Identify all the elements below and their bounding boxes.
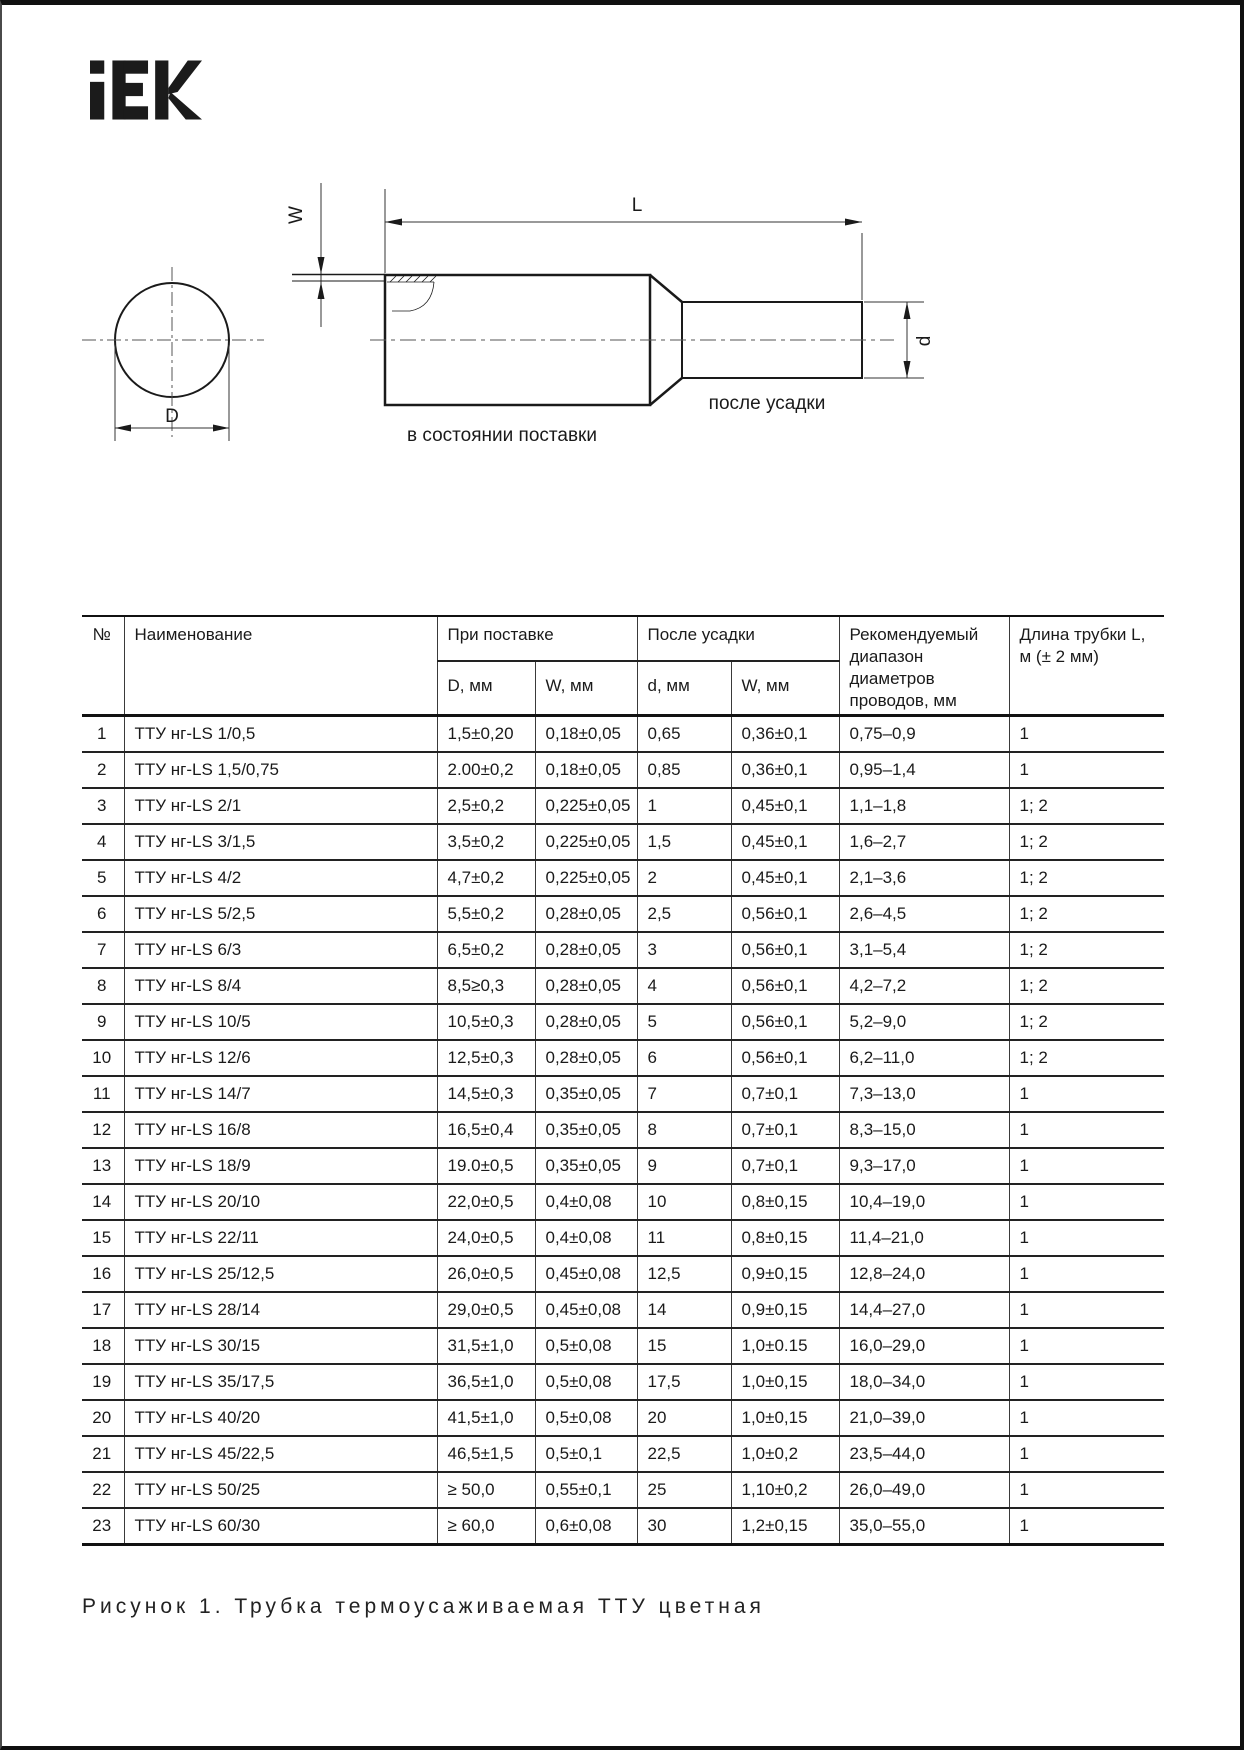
table-cell: ТТУ нг-LS 28/14 [124,1292,437,1328]
table-cell: 5 [82,860,124,896]
taper-bottom-line [650,378,682,405]
subheader-d-mm: d, мм [637,661,731,715]
dimension-label-small-d: d [914,335,935,347]
table-cell: ТТУ нг-LS 3/1,5 [124,824,437,860]
table-cell: 0,56±0,1 [731,1040,839,1076]
table-cell: 1,2±0,15 [731,1508,839,1545]
table-cell: 0,6±0,08 [535,1508,637,1545]
table-cell: 1,5±0,20 [437,716,535,753]
table-cell: 13 [82,1148,124,1184]
table-cell: 1; 2 [1009,1004,1164,1040]
table-cell: 3,5±0,2 [437,824,535,860]
l-arrow-right [845,219,862,226]
table-row [82,1472,1164,1508]
table-cell: ТТУ нг-LS 22/11 [124,1220,437,1256]
table-cell: 1; 2 [1009,932,1164,968]
table-cell: 0,5±0,08 [535,1328,637,1364]
header-tube-length: Длина трубки L, м (± 2 мм) [1009,616,1164,716]
table-row [82,1508,1164,1545]
table-cell: ТТУ нг-LS 6/3 [124,932,437,968]
table-cell: ТТУ нг-LS 45/22,5 [124,1436,437,1472]
table-cell: 8,3–15,0 [839,1112,1009,1148]
table-cell: 17,5 [637,1364,731,1400]
table-cell: 0,28±0,05 [535,968,637,1004]
table-cell: ТТУ нг-LS 50/25 [124,1472,437,1508]
table-cell: ТТУ нг-LS 16/8 [124,1112,437,1148]
table-row [82,824,1164,860]
table-body [82,716,1164,1545]
table-cell: ТТУ нг-LS 10/5 [124,1004,437,1040]
table-cell: 1; 2 [1009,896,1164,932]
table-row [82,788,1164,824]
table-cell: 22,5 [637,1436,731,1472]
table-cell: 16,0–29,0 [839,1328,1009,1364]
table-cell: 16,5±0,4 [437,1112,535,1148]
table-cell: ТТУ нг-LS 14/7 [124,1076,437,1112]
table-cell: 5 [637,1004,731,1040]
table-cell: ТТУ нг-LS 30/15 [124,1328,437,1364]
table-cell: 0,225±0,05 [535,860,637,896]
table-cell: 5,5±0,2 [437,896,535,932]
table-cell: 19.0±0,5 [437,1148,535,1184]
table-cell: 0,4±0,08 [535,1184,637,1220]
table-row [82,1256,1164,1292]
table-cell: 6 [637,1040,731,1076]
w-arrow-down [318,257,325,274]
table-cell: ТТУ нг-LS 20/10 [124,1184,437,1220]
table-cell: 1 [1009,1292,1164,1328]
table-cell: ТТУ нг-LS 4/2 [124,860,437,896]
table-cell: 21,0–39,0 [839,1400,1009,1436]
table-cell: 0,28±0,05 [535,896,637,932]
table-cell: 0,7±0,1 [731,1148,839,1184]
table-cell: 0,8±0,15 [731,1184,839,1220]
table-cell: 20 [82,1400,124,1436]
table-row [82,1220,1164,1256]
table-cell: 1,5 [637,824,731,860]
table-cell: 22 [82,1472,124,1508]
logo-k-stem [155,60,168,119]
table-cell: 1,6–2,7 [839,824,1009,860]
table-cell: 0,95–1,4 [839,752,1009,788]
table-cell: 10 [82,1040,124,1076]
table-cell: 1 [1009,1220,1164,1256]
table-row [82,968,1164,1004]
table-cell: 4 [82,824,124,860]
table-row [82,860,1164,896]
tube-technical-drawing [2,145,1244,485]
table-cell: 12,8–24,0 [839,1256,1009,1292]
table-cell: 0,18±0,05 [535,716,637,753]
table-row [82,752,1164,788]
table-cell: 10 [637,1184,731,1220]
logo-i-stem [90,82,104,120]
table-cell: 1,0±0,15 [731,1364,839,1400]
table-cell: 1 [1009,1148,1164,1184]
table-cell: 9,3–17,0 [839,1148,1009,1184]
table-cell: 4,2–7,2 [839,968,1009,1004]
table-cell: 0,9±0,15 [731,1256,839,1292]
table-cell: 2 [637,860,731,896]
table-cell: 0,7±0,1 [731,1076,839,1112]
table-cell: 46,5±1,5 [437,1436,535,1472]
table-cell: 3 [637,932,731,968]
table-cell: 11 [82,1076,124,1112]
table-row [82,1112,1164,1148]
dimension-label-L: L [631,195,643,216]
dimension-label-D: D [165,406,179,427]
table-cell: 10,4–19,0 [839,1184,1009,1220]
table-cell: ТТУ нг-LS 8/4 [124,968,437,1004]
table-cell: 15 [637,1328,731,1364]
subheader-D-mm: D, мм [437,661,535,715]
table-cell: 1 [1009,1364,1164,1400]
d-arrow-right [213,425,229,432]
table-cell: 4 [637,968,731,1004]
table-cell: 0,45±0,08 [535,1256,637,1292]
table-cell: 29,0±0,5 [437,1292,535,1328]
table-row [82,1436,1164,1472]
table-cell: 0,55±0,1 [535,1472,637,1508]
table-cell: 2 [82,752,124,788]
table-cell: 24,0±0,5 [437,1220,535,1256]
table-cell: 17 [82,1292,124,1328]
table-cell: 1 [1009,1436,1164,1472]
table-cell: 2,6–4,5 [839,896,1009,932]
table-cell: 0,35±0,05 [535,1112,637,1148]
table-cell: 0,225±0,05 [535,788,637,824]
table-cell: 0,45±0,1 [731,824,839,860]
table-cell: 30 [637,1508,731,1545]
d-arrow-left [115,425,131,432]
table-cell: 3 [82,788,124,824]
table-cell: 1 [1009,1328,1164,1364]
table-cell: ТТУ нг-LS 25/12,5 [124,1256,437,1292]
table-cell: 0,56±0,1 [731,896,839,932]
table-cell: ТТУ нг-LS 1/0,5 [124,716,437,753]
logo-k-upper-arm [168,60,202,94]
table-cell: ТТУ нг-LS 12/6 [124,1040,437,1076]
table-cell: ТТУ нг-LS 35/17,5 [124,1364,437,1400]
table-cell: 23,5–44,0 [839,1436,1009,1472]
table-row [82,1292,1164,1328]
table-cell: 0,28±0,05 [535,1040,637,1076]
table-cell: 1; 2 [1009,860,1164,896]
table-cell: 0,7±0,1 [731,1112,839,1148]
table-cell: 0,45±0,1 [731,788,839,824]
table-cell: 1; 2 [1009,968,1164,1004]
taper-top-line [650,275,682,302]
table-cell: 1 [1009,752,1164,788]
header-after-shrink: После усадки [637,616,839,661]
table-cell: 8 [82,968,124,1004]
table-cell: 35,0–55,0 [839,1508,1009,1545]
table-cell: 1 [1009,1472,1164,1508]
table-cell: 0,45±0,08 [535,1292,637,1328]
table-cell: 0,4±0,08 [535,1220,637,1256]
table-row [82,716,1164,753]
table-cell: 0,35±0,05 [535,1076,637,1112]
table-cell: 0,56±0,1 [731,932,839,968]
table-cell: 0,36±0,1 [731,716,839,753]
table-cell: 26,0–49,0 [839,1472,1009,1508]
wall-fillet-curve [392,282,434,311]
header-name: Наименование [124,616,437,716]
table-header [82,616,1164,716]
table-cell: 21 [82,1436,124,1472]
subheader-W-mm-2: W, мм [731,661,839,715]
table-cell: ТТУ нг-LS 18/9 [124,1148,437,1184]
iek-logo [90,60,202,120]
table-cell: 0,18±0,05 [535,752,637,788]
label-after-shrink: после усадки [708,393,826,414]
table-cell: 1,1–1,8 [839,788,1009,824]
table-row [82,1400,1164,1436]
table-cell: 0,56±0,1 [731,1004,839,1040]
table-cell: 12 [82,1112,124,1148]
small-d-arrow-up [904,302,911,319]
table-cell: 2.00±0,2 [437,752,535,788]
table-row [82,1040,1164,1076]
logo-e-bottom-bar [124,106,148,119]
table-cell: 16 [82,1256,124,1292]
table-cell: ≥ 50,0 [437,1472,535,1508]
subheader-W-mm: W, мм [535,661,637,715]
table-cell: 9 [637,1148,731,1184]
table-cell: 8,5≥0,3 [437,968,535,1004]
table-cell: 19 [82,1364,124,1400]
table-cell: 6,2–11,0 [839,1040,1009,1076]
table-cell: 4,7±0,2 [437,860,535,896]
header-recommended-range: Рекомендуемый диапазон диаметров проводов, мм [839,616,1009,716]
table-cell: 0,5±0,08 [535,1364,637,1400]
table-cell: 20 [637,1400,731,1436]
table-cell: 1 [1009,1112,1164,1148]
table-cell: ≥ 60,0 [437,1508,535,1545]
tube-spec-table [82,615,1164,1546]
logo-i-dot [90,60,104,73]
logo-k-lower-arm [168,92,202,119]
header-num: № [82,616,124,716]
table-cell: 0,45±0,1 [731,860,839,896]
table-cell: 0,28±0,05 [535,1004,637,1040]
table-cell: 1,0±0,15 [731,1400,839,1436]
header-at-delivery: При поставке [437,616,637,661]
table-cell: 2,5 [637,896,731,932]
label-as-supplied: в состоянии поставки [407,425,597,446]
table-row [82,896,1164,932]
table-cell: 0,5±0,1 [535,1436,637,1472]
w-arrow-up [318,282,325,299]
table-row [82,1364,1164,1400]
table-cell: 2,5±0,2 [437,788,535,824]
table-cell: 0,28±0,05 [535,932,637,968]
table-cell: 7 [82,932,124,968]
table-cell: 3,1–5,4 [839,932,1009,968]
table-cell: 18 [82,1328,124,1364]
table-cell: 0,65 [637,716,731,753]
table-cell: 2,1–3,6 [839,860,1009,896]
table-cell: 22,0±0,5 [437,1184,535,1220]
table-cell: 11,4–21,0 [839,1220,1009,1256]
table-row [82,1328,1164,1364]
table-cell: 0,5±0,08 [535,1400,637,1436]
table-cell: 1,0±0.15 [731,1328,839,1364]
table-cell: 0,36±0,1 [731,752,839,788]
table-cell: 0,85 [637,752,731,788]
table-cell: 14 [82,1184,124,1220]
table-cell: 1,10±0,2 [731,1472,839,1508]
table-cell: 41,5±1,0 [437,1400,535,1436]
table-cell: 14,5±0,3 [437,1076,535,1112]
table-cell: 0,8±0,15 [731,1220,839,1256]
table-cell: 12,5±0,3 [437,1040,535,1076]
figure-caption: Рисунок 1. Трубка термоусаживаемая ТТУ цветная [82,1595,765,1618]
table-cell: 1; 2 [1009,788,1164,824]
table-cell: 25 [637,1472,731,1508]
table-cell: 7,3–13,0 [839,1076,1009,1112]
table-cell: 6,5±0,2 [437,932,535,968]
table-cell: 1; 2 [1009,824,1164,860]
table-cell: 0,225±0,05 [535,824,637,860]
table-cell: ТТУ нг-LS 5/2,5 [124,896,437,932]
table-cell: 5,2–9,0 [839,1004,1009,1040]
table-cell: 15 [82,1220,124,1256]
logo-e-top-bar [124,60,148,73]
table-cell: 31,5±1,0 [437,1328,535,1364]
table-cell: 1 [1009,1256,1164,1292]
table-cell: 18,0–34,0 [839,1364,1009,1400]
table-row [82,1004,1164,1040]
table-cell: 1,0±0,2 [731,1436,839,1472]
table-cell: 1 [82,716,124,753]
table-cell: 0,75–0,9 [839,716,1009,753]
table-cell: 14 [637,1292,731,1328]
logo-e-mid-bar [124,83,143,96]
table-cell: 7 [637,1076,731,1112]
small-d-arrow-down [904,361,911,378]
table-cell: 10,5±0,3 [437,1004,535,1040]
table-cell: 23 [82,1508,124,1545]
table-cell: 0,56±0,1 [731,968,839,1004]
table-cell: ТТУ нг-LS 60/30 [124,1508,437,1545]
table-row [82,1076,1164,1112]
table-cell: 8 [637,1112,731,1148]
table-row [82,1148,1164,1184]
table-cell: 1 [1009,1400,1164,1436]
table-cell: 36,5±1,0 [437,1364,535,1400]
table-cell: 1 [637,788,731,824]
table-cell: 1 [1009,716,1164,753]
table-row [82,1184,1164,1220]
table-cell: ТТУ нг-LS 40/20 [124,1400,437,1436]
table-cell: 9 [82,1004,124,1040]
table-cell: 1 [1009,1076,1164,1112]
table-cell: 12,5 [637,1256,731,1292]
wall-hatching [390,276,436,282]
table-row [82,932,1164,968]
table-cell: 1 [1009,1508,1164,1545]
table-cell: 1 [1009,1184,1164,1220]
table-cell: 26,0±0,5 [437,1256,535,1292]
table-cell: 6 [82,896,124,932]
table-cell: ТТУ нг-LS 1,5/0,75 [124,752,437,788]
table-cell: 0,9±0,15 [731,1292,839,1328]
table-cell: 0,35±0,05 [535,1148,637,1184]
table-cell: ТТУ нг-LS 2/1 [124,788,437,824]
table-cell: 11 [637,1220,731,1256]
dimension-label-W: W [286,206,307,224]
table-cell: 14,4–27,0 [839,1292,1009,1328]
l-arrow-left [385,219,402,226]
table-cell: 1; 2 [1009,1040,1164,1076]
